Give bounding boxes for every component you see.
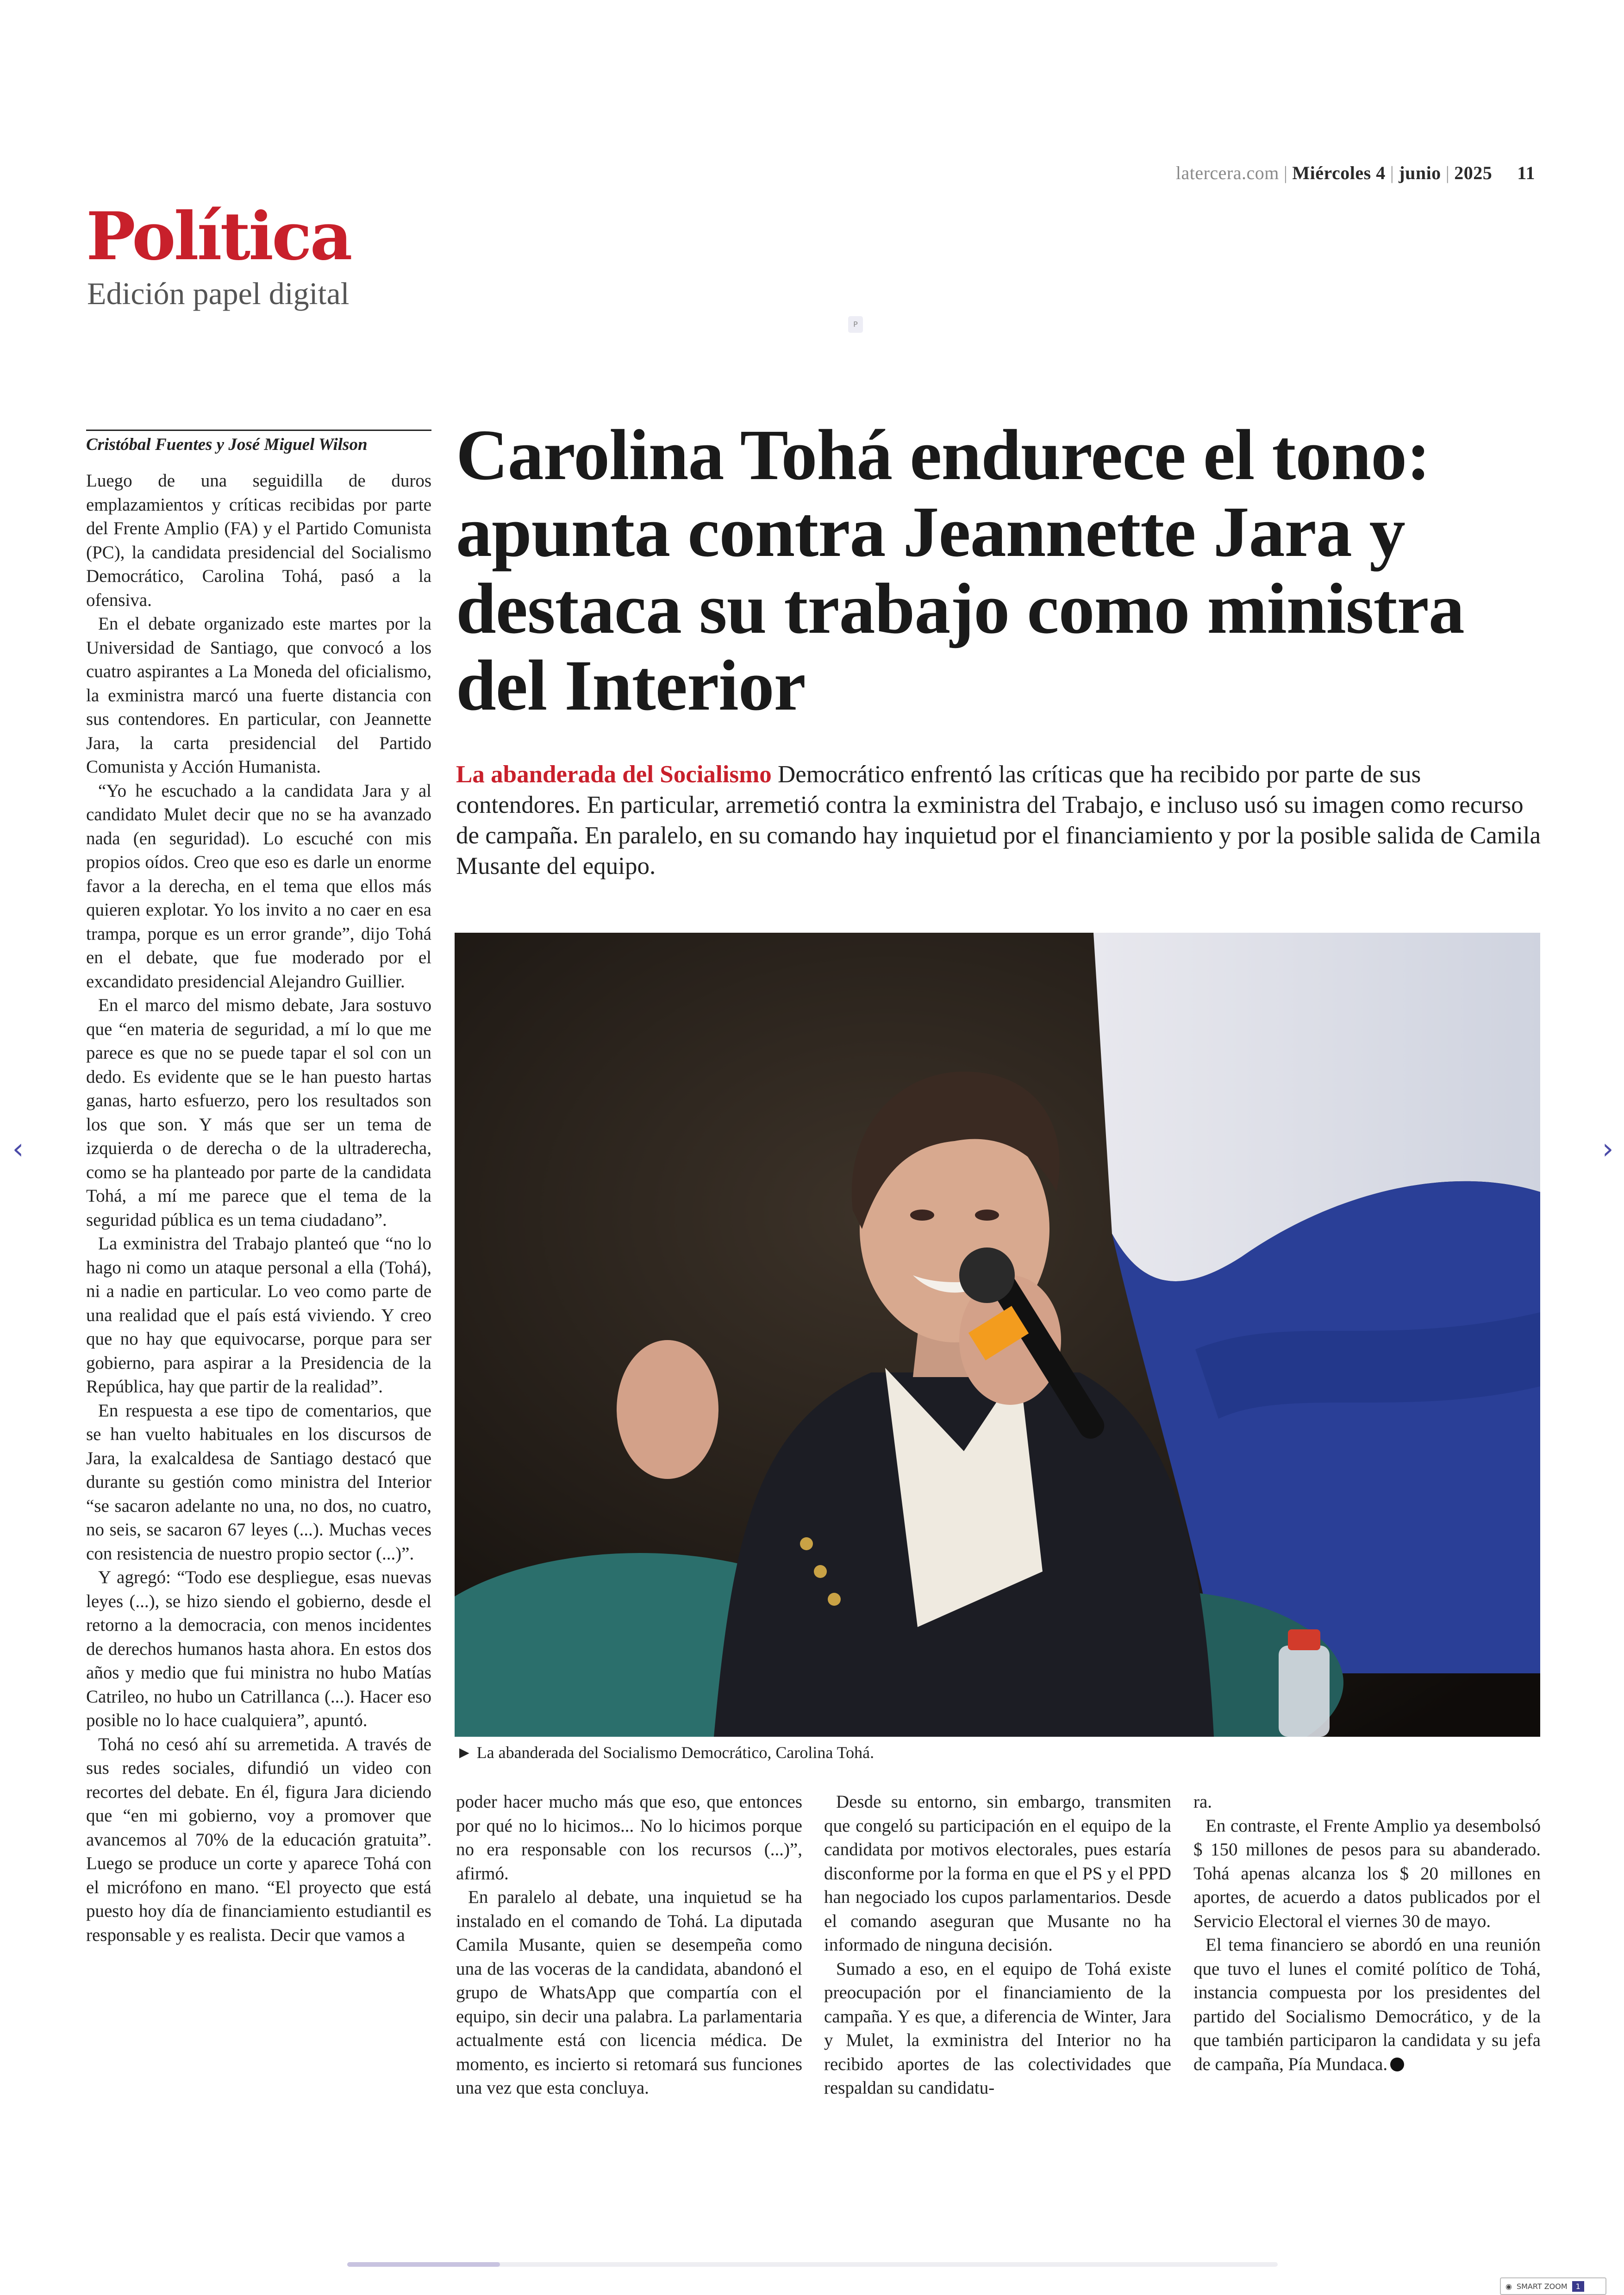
paragraph: “Yo he escuchado a la candidata Jara y al candidato Mulet decir que no se ha avanzado nada (en seguridad). Lo escuché con mis propios oídos. Creo que eso es darle un enorme favor a la derecha, en el tema que ellos más quieren explotar. Yo los invito a no caer en esa trampa, porque es un error grande”, dijo Tohá en el debate, que fue moderado por el excandidato presidencial Alejandro Guillier. bbox=[86, 780, 431, 992]
photo-illustration bbox=[455, 933, 1540, 1737]
smart-zoom-button[interactable] bbox=[1500, 2277, 1606, 2295]
scrollbar-thumb[interactable] bbox=[347, 2262, 500, 2267]
paragraph: La exministra del Trabajo planteó que “no lo hago ni como un ataque personal a ella (Tohá), ni a nadie en particular. Lo veo como parte de una realidad que el país está viviendo. Y creo que no hay que equivocarse, porque para ser gobierno, para aspirar a la Presidencia de la República, hay que partir de la realidad”. bbox=[86, 1234, 431, 1397]
paragraph bbox=[1193, 1933, 1541, 2076]
header-month: junio bbox=[1399, 162, 1441, 183]
paragraph: Desde su entorno, sin embargo, transmiten que congeló su participación en el equipo de la candidata por motivos electorales, pues estaría disconforme por la forma en que el PS y el PPD han negociado los cupos parlamentarios. Desde el comando aseguran que Musante no ha informado de ninguna decisión. bbox=[824, 1792, 1171, 1955]
end-mark-icon bbox=[1390, 2058, 1404, 2071]
header-year: 2025 bbox=[1454, 162, 1493, 183]
site-name: latercera.com bbox=[1175, 162, 1279, 183]
article-column-3 bbox=[824, 1790, 1171, 2100]
deck-lead: La abanderada del Socialismo bbox=[456, 761, 772, 788]
article-column-4 bbox=[1193, 1790, 1541, 2076]
smart-zoom-count: 1 bbox=[1572, 2281, 1584, 2292]
edition-label: Edición papel digital bbox=[87, 276, 350, 311]
page-header: latercera.com | Miércoles 4 | junio | 2025 11 bbox=[1175, 162, 1535, 183]
paragraph: En paralelo al debate, una inquietud se ha instalado en el comando de Tohá. La diputada Camila Musante, quien se desempeña como una de las voceras de la candidata, abandonó el grupo de WhatsApp que compartía con el equipo, sin decir una palabra. La parlamentaria actualmente está con licencia médica. De momento, es incierto si retomará sus funciones una vez que esta concluya. bbox=[456, 1887, 802, 2098]
paragraph-text: El tema financiero se abordó en una reunión que tuvo el lunes el comité político de Tohá, instancia compuesta por los presidentes del partido del Socialismo Democrático, y de la que también participaron la candidata y su jefa de campaña, Pía Mundaca. bbox=[1193, 1935, 1541, 2074]
header-weekday: Miércoles 4 bbox=[1292, 162, 1386, 183]
deck bbox=[456, 759, 1549, 881]
article-photo bbox=[455, 933, 1540, 1737]
paragraph: En respuesta a ese tipo de comentarios, que se han vuelto habituales en los discursos de Jara, la exalcaldesa de Santiago destacó que durante su gestión como ministra del Interior “se sacaron adelante no una, no dos, no cuatro, no seis, se sacaron 67 leyes (...). Muchas veces con resistencia de nuestro propio sector (...)”. bbox=[86, 1400, 431, 1564]
chevron-left-icon[interactable]: ‹ bbox=[12, 1132, 24, 1166]
paragraph: ra. bbox=[1193, 1792, 1212, 1812]
smart-zoom-label: SMART ZOOM bbox=[1516, 2282, 1568, 2291]
chevron-right-icon[interactable]: › bbox=[1602, 1132, 1614, 1166]
deck-text: Democrático enfrentó las críticas que ha recibido por parte de sus contendores. En particular, arremetió contra la exministra del Trabajo, e incluso usó su imagen como recurso de campaña. En paralelo, en su comando hay inquietud por el financiamiento y por la posible salida de Camila Musante del equipo. bbox=[456, 761, 1541, 879]
article-column-2 bbox=[456, 1790, 802, 2100]
paragraph: En contraste, el Frente Amplio ya desembolsó $ 150 millones de pesos para su abanderado. Tohá apenas alcanza los $ 20 millones en aportes, de acuerdo a datos publicados por el Servicio Electoral el viernes 30 de mayo. bbox=[1193, 1815, 1541, 1931]
paragraph: Luego de una seguidilla de duros emplazamientos y críticas recibidas por parte del Frente Amplio (FA) y el Partido Comunista (PC), la candidata presidencial del Socialismo Democrático, Carolina Tohá, pasó a la ofensiva. bbox=[86, 471, 431, 610]
paragraph: En el debate organizado este martes por la Universidad de Santiago, que convocó a los cuatro aspirantes a La Moneda del oficialismo, la exministra marcó una fuerte distancia con sus contendores. En particular, con Jeannette Jara, la carta presidencial del Partido Comunista y Acción Humanista. bbox=[86, 614, 431, 777]
headline: Carolina Tohá endurece el tono: apunta contra Jeannette Jara y destaca su trabajo como ministra del Interior bbox=[456, 415, 1464, 725]
page-marker-icon[interactable]: P bbox=[848, 316, 863, 333]
section-title: Política bbox=[86, 198, 351, 275]
eye-icon: ◉ bbox=[1505, 2282, 1512, 2291]
paragraph: Sumado a eso, en el equipo de Tohá existe preocupación por el financiamiento de la campaña. Y es que, a diferencia de Winter, Jara y Mulet, la exministra del Interior no ha recibido aportes de las colectividades que respaldan su candidatu- bbox=[824, 1958, 1171, 2098]
paragraph: poder hacer mucho más que eso, que entonces por qué no lo hicimos... No lo hicimos porque no era responsable con los recursos (...)”, afirmó. bbox=[456, 1792, 802, 1883]
paragraph: Tohá no cesó ahí su arremetida. A través de sus redes sociales, difundió un video con recortes del debate. En él, figura Jara diciendo que “en mi gobierno, voy a promover que avancemos al 70% de la educación gratuita”. Luego se produce un corte y aparece Tohá con el micrófono en mano. “El proyecto que está puesto hoy día de financiamiento estudiantil es responsable y es realista. Decir que vamos a bbox=[86, 1734, 431, 1945]
article-column-1 bbox=[86, 469, 431, 1947]
paragraph: En el marco del mismo debate, Jara sostuvo que “en materia de seguridad, a mí lo que me parece es que no se puede tapar el sol con un dedo. Es evidente que se le han puesto hartas ganas, harto esfuerzo, pero los resultados son los que son. Y más que ser un tema de izquierda o de derecha o de la ultraderecha, como se ha planteado por parte de la candidata Tohá, a mí me parece que el tema de la seguridad pública es un tema ciudadano”. bbox=[86, 995, 431, 1230]
photo-caption: ► La abanderada del Socialismo Democrático, Carolina Tohá. bbox=[456, 1743, 874, 1762]
paragraph: Y agregó: “Todo ese despliegue, esas nuevas leyes (...), se hizo siendo el gobierno, desde el retorno a la democracia, con menos incidentes de derechos humanos hasta ahora. En estos dos años y medio que fui ministra no hubo Matías Catrileo, no hubo un Catrillanca (...). Hacer eso posible no lo hace cualquiera”, apuntó. bbox=[86, 1567, 431, 1730]
page-number: 11 bbox=[1517, 162, 1535, 183]
byline: Cristóbal Fuentes y José Miguel Wilson bbox=[86, 430, 431, 455]
